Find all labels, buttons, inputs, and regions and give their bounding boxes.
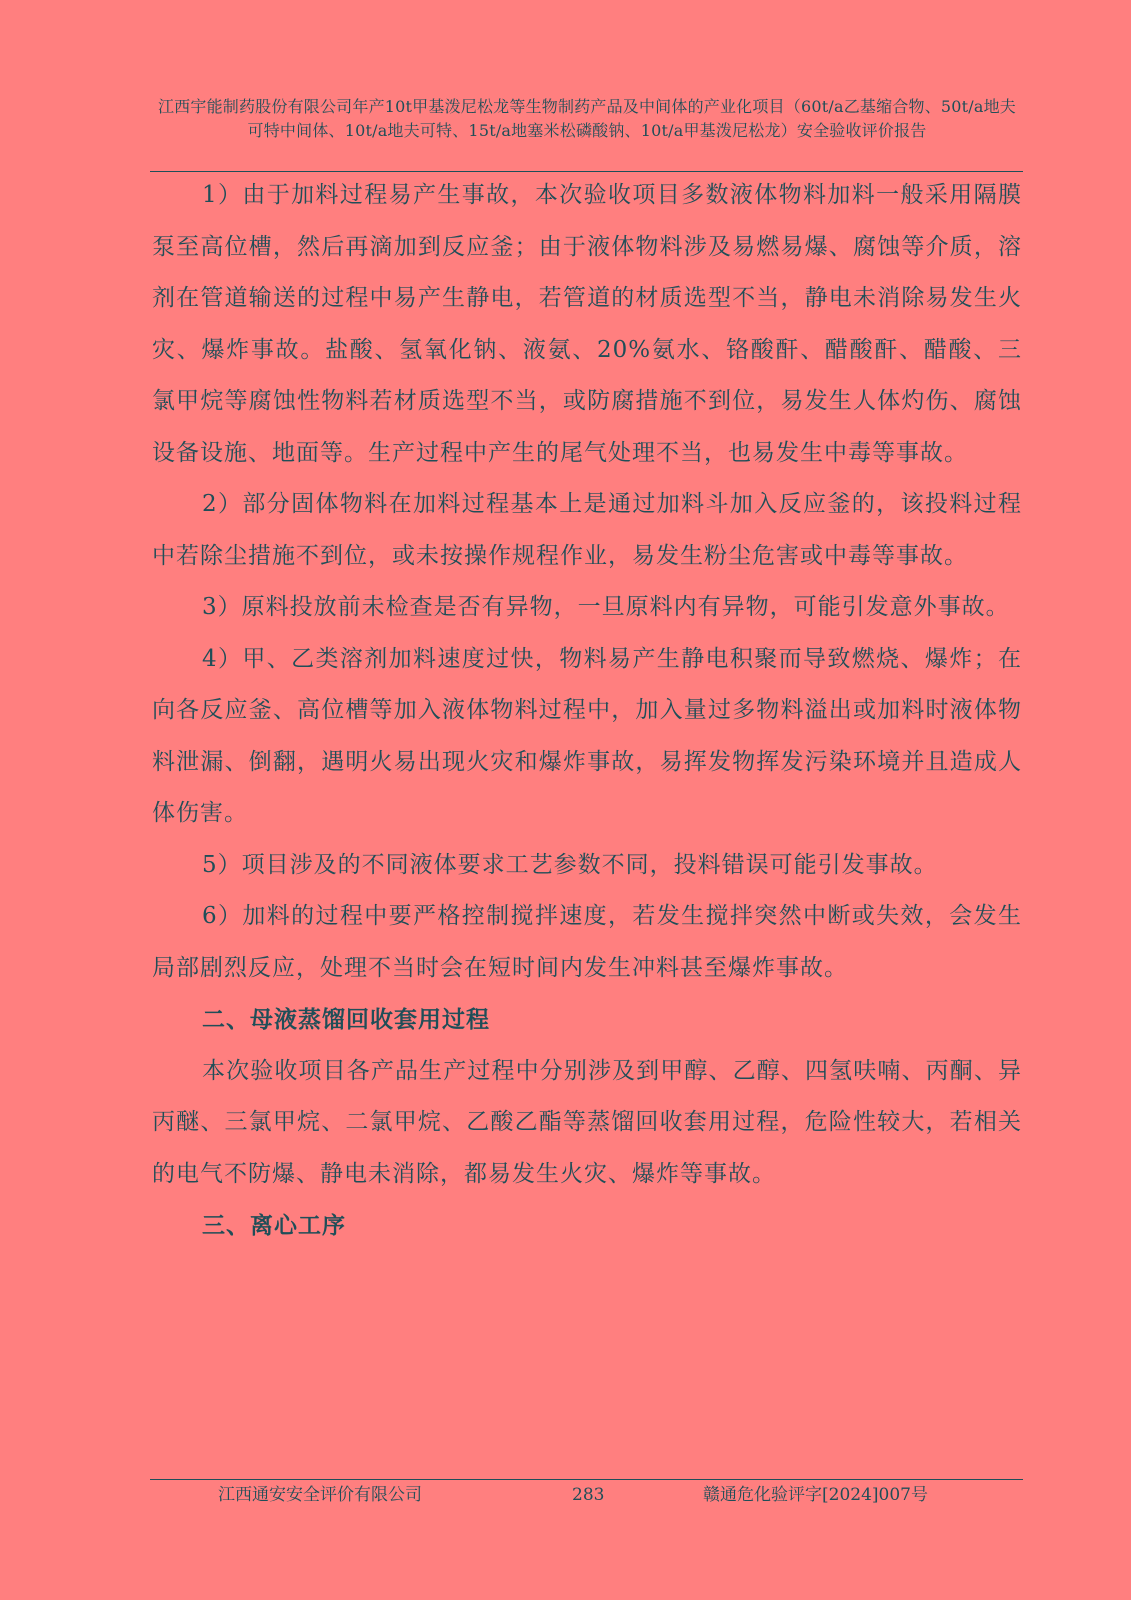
footer-company: 江西通安安全评价有限公司 bbox=[218, 1485, 422, 1505]
paragraph-1: 1）由于加料过程易产生事故，本次验收项目多数液体物料加料一般采用隔膜泵至高位槽，然后再滴加到反应釜；由于液体物料涉及易燃易爆、腐蚀等介质，溶剂在管道输送的过程中易产生静电，若管道的材质选型不当，静电未消除易发生火灾、爆炸事故。盐酸、氢氧化钠、液氨、20%氨水、铬酸酐、醋酸酐、醋酸、三氯甲烷等腐蚀性物料若材质选型不当，或防腐措施不到位，易发生人体灼伤、腐蚀设备设施、地面等。生产过程中产生的尾气处理不当，也易发生中毒等事故。 bbox=[152, 182, 1022, 466]
section-heading-3: 三、离心工序 bbox=[202, 1212, 346, 1239]
section-2-paragraph: 本次验收项目各产品生产过程中分别涉及到甲醇、乙醇、四氢呋喃、丙酮、异丙醚、三氯甲烷、二氯甲烷、乙酸乙酯等蒸馏回收套用过程，危险性较大，若相关的电气不防爆、静电未消除，都易发生火灾、爆炸等事故。 bbox=[152, 1057, 1022, 1187]
paragraph-3: 3）原料投放前未检查是否有异物，一旦原料内有异物，可能引发意外事故。 bbox=[202, 594, 1010, 620]
document-body bbox=[152, 170, 1022, 1252]
section-heading-2: 二、母液蒸馏回收套用过程 bbox=[202, 1006, 490, 1033]
paragraph-2: 2）部分固体物料在加料过程基本上是通过加料斗加入反应釜的，该投料过程中若除尘措施不到位，或未按操作规程作业，易发生粉尘危害或中毒等事故。 bbox=[152, 491, 1022, 569]
paragraph-5: 5）项目涉及的不同液体要求工艺参数不同，投料错误可能引发事故。 bbox=[202, 851, 938, 878]
document-number: 赣通危化验评字[2024]007号 bbox=[703, 1485, 928, 1505]
paragraph-4: 4）甲、乙类溶剂加料速度过快，物料易产生静电积聚而导致燃烧、爆炸；在向各反应釜、高位槽等加入液体物料过程中，加入量过多物料溢出或加料时液体物料泄漏、倒翻，遇明火易出现火灾和爆炸事故，易挥发物挥发污染环境并且造成人体伤害。 bbox=[152, 645, 1022, 826]
page-header-title: 江西宇能制药股份有限公司年产10t甲基泼尼松龙等生物制药产品及中间体的产业化项目（60t/a乙基缩合物、50t/a地夫可特中间体、10t/a地夫可特、15t/a地塞米松磷酸钠、10t/a甲基泼尼松龙）安全验收评价报告 bbox=[157, 97, 1017, 140]
paragraph-6: 6）加料的过程中要严格控制搅拌速度，若发生搅拌突然中断或失效，会发生局部剧烈反应，处理不当时会在短时间内发生冲料甚至爆炸事故。 bbox=[152, 903, 1022, 981]
footer-divider bbox=[150, 1479, 1023, 1480]
page-number: 283 bbox=[572, 1485, 605, 1505]
